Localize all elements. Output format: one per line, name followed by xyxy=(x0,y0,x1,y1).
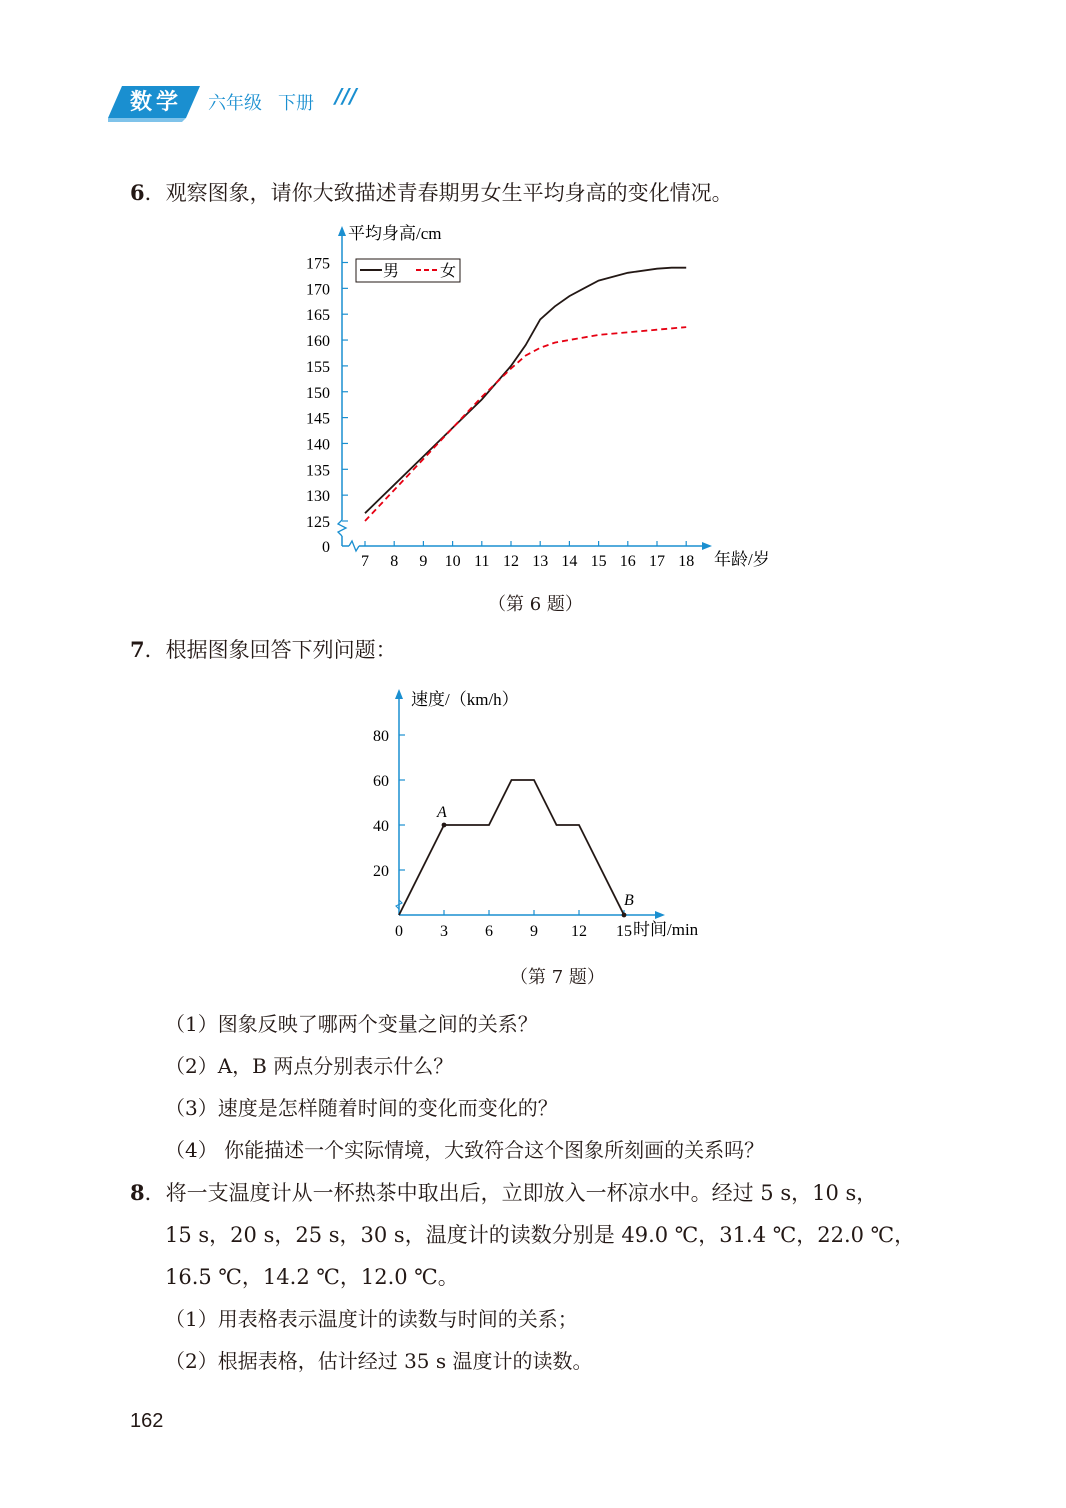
question-text-line-1: 将一支温度计从一杯热茶中取出后，立即放入一杯凉水中。经过 5 s，10 s， xyxy=(165,1181,878,1205)
page-header xyxy=(108,82,408,122)
y-tick-label: 125 xyxy=(306,514,330,531)
y-tick-label: 40 xyxy=(373,818,389,835)
question-6: 6．观察图象，请你大致描述青春期男女生平均身高的变化情况。 xyxy=(130,180,733,205)
grade-label xyxy=(208,89,330,115)
x-tick-label: 9 xyxy=(419,553,428,570)
y-tick-label: 155 xyxy=(306,358,330,376)
series-line-speed xyxy=(399,780,624,915)
subject-title: 数学 xyxy=(130,90,183,115)
figure-caption-7: （第 7 题） xyxy=(510,967,605,988)
question-8-sub-1: （1）用表格表示温度计的读数与时间的关系； xyxy=(165,1307,578,1331)
y-tick-label: 60 xyxy=(373,773,389,790)
point-a xyxy=(442,823,447,828)
question-8-line-2: 15 s，20 s，25 s，30 s，温度计的读数分别是 49.0 ℃，31.4 ℃，22.0 ℃， xyxy=(165,1223,916,1247)
y-tick-label: 135 xyxy=(306,462,330,480)
height-chart xyxy=(300,220,770,580)
question-8-line-3: 16.5 ℃，14.2 ℃，12.0 ℃。 xyxy=(165,1265,459,1289)
question-number: 7 xyxy=(130,637,145,662)
speed-chart xyxy=(365,685,705,945)
x-tick-label: 12 xyxy=(571,923,587,940)
x-tick-label: 8 xyxy=(390,553,399,570)
y-axis-arrow xyxy=(395,689,403,699)
question-number: 8 xyxy=(130,1180,145,1205)
x-tick-label: 7 xyxy=(361,553,369,570)
x-tick-label: 13 xyxy=(532,553,549,570)
y-tick-label: 80 xyxy=(373,728,389,745)
x-tick-label: 15 xyxy=(590,553,607,570)
question-7-sub-2: （2）A，B 两点分别表示什么？ xyxy=(165,1054,454,1078)
legend-female-label: 女 xyxy=(440,263,457,280)
volume-text: 下册 xyxy=(278,93,314,114)
question-7: 7．根据图象回答下列问题： xyxy=(130,637,397,662)
y-tick-label: 130 xyxy=(306,488,330,506)
y-tick-label: 150 xyxy=(306,384,330,402)
question-8-sub-2: （2）根据表格，估计经过 35 s 温度计的读数。 xyxy=(165,1349,593,1373)
chart-axes xyxy=(395,689,665,919)
x-tick-label: 16 xyxy=(619,553,636,570)
x-axis-label: 年龄/岁 xyxy=(714,550,770,569)
series-line-female xyxy=(365,327,686,521)
y-axis-label: 速度/（km/h） xyxy=(411,690,519,709)
x-tick-label: 9 xyxy=(530,923,538,940)
y-tick-label: 20 xyxy=(373,863,389,880)
x-tick-label: 3 xyxy=(440,923,448,940)
y-tick-label: 145 xyxy=(306,410,330,428)
x-axis-label: 时间/min xyxy=(633,920,699,939)
y-tick-label: 160 xyxy=(306,333,330,351)
x-tick-label: 14 xyxy=(561,553,578,570)
question-8: 8．将一支温度计从一杯热茶中取出后，立即放入一杯凉水中。经过 5 s，10 s， xyxy=(130,1180,878,1205)
x-tick-label: 18 xyxy=(678,553,695,570)
point-b xyxy=(622,913,627,918)
chart-series xyxy=(399,780,634,917)
question-7-sub-3: （3）速度是怎样随着时间的变化而变化的？ xyxy=(165,1096,558,1120)
question-7-sub-1: （1）图象反映了哪两个变量之间的关系？ xyxy=(165,1012,538,1036)
x-tick-label: 10 xyxy=(444,553,461,570)
y-tick-label: 140 xyxy=(306,436,330,454)
header-slashes: /// xyxy=(335,84,357,108)
y-axis-break xyxy=(338,520,346,536)
chart-legend xyxy=(356,259,460,282)
x-axis-arrow xyxy=(655,911,665,919)
point-label-a: A xyxy=(437,804,447,821)
y-tick-label: 175 xyxy=(306,255,330,273)
series-line-male xyxy=(365,268,686,514)
x-tick-label: 6 xyxy=(485,923,493,940)
x-axis-arrow xyxy=(702,542,712,550)
chart-series xyxy=(365,268,686,521)
y-axis-label: 平均身高/cm xyxy=(348,224,442,243)
x-tick-label: 17 xyxy=(649,553,665,570)
y-tick-label: 0 xyxy=(322,539,330,556)
y-axis-arrow xyxy=(338,226,346,236)
x-axis-break xyxy=(349,541,359,551)
y-tick-label: 170 xyxy=(306,281,330,299)
question-text: 观察图象，请你大致描述青春期男女生平均身高的变化情况。 xyxy=(165,181,733,205)
chart-ticks xyxy=(373,728,632,940)
chart-ticks xyxy=(306,256,694,571)
legend-male-label: 男 xyxy=(383,263,400,280)
grade-text: 六年级 xyxy=(208,93,262,114)
x-tick-label: 12 xyxy=(503,553,519,570)
x-tick-label: 0 xyxy=(395,923,403,940)
y-tick-label: 165 xyxy=(306,307,330,325)
question-text: 根据图象回答下列问题： xyxy=(165,638,397,662)
page-number: 162 xyxy=(130,1410,164,1432)
x-tick-label: 15 xyxy=(616,923,632,940)
question-7-sub-4: （4） 你能描述一个实际情境，大致符合这个图象所刻画的关系吗？ xyxy=(165,1138,765,1162)
question-number: 6 xyxy=(130,180,145,205)
x-tick-label: 11 xyxy=(474,553,490,570)
point-label-b: B xyxy=(624,892,634,909)
figure-caption-6: （第 6 题） xyxy=(488,594,583,615)
